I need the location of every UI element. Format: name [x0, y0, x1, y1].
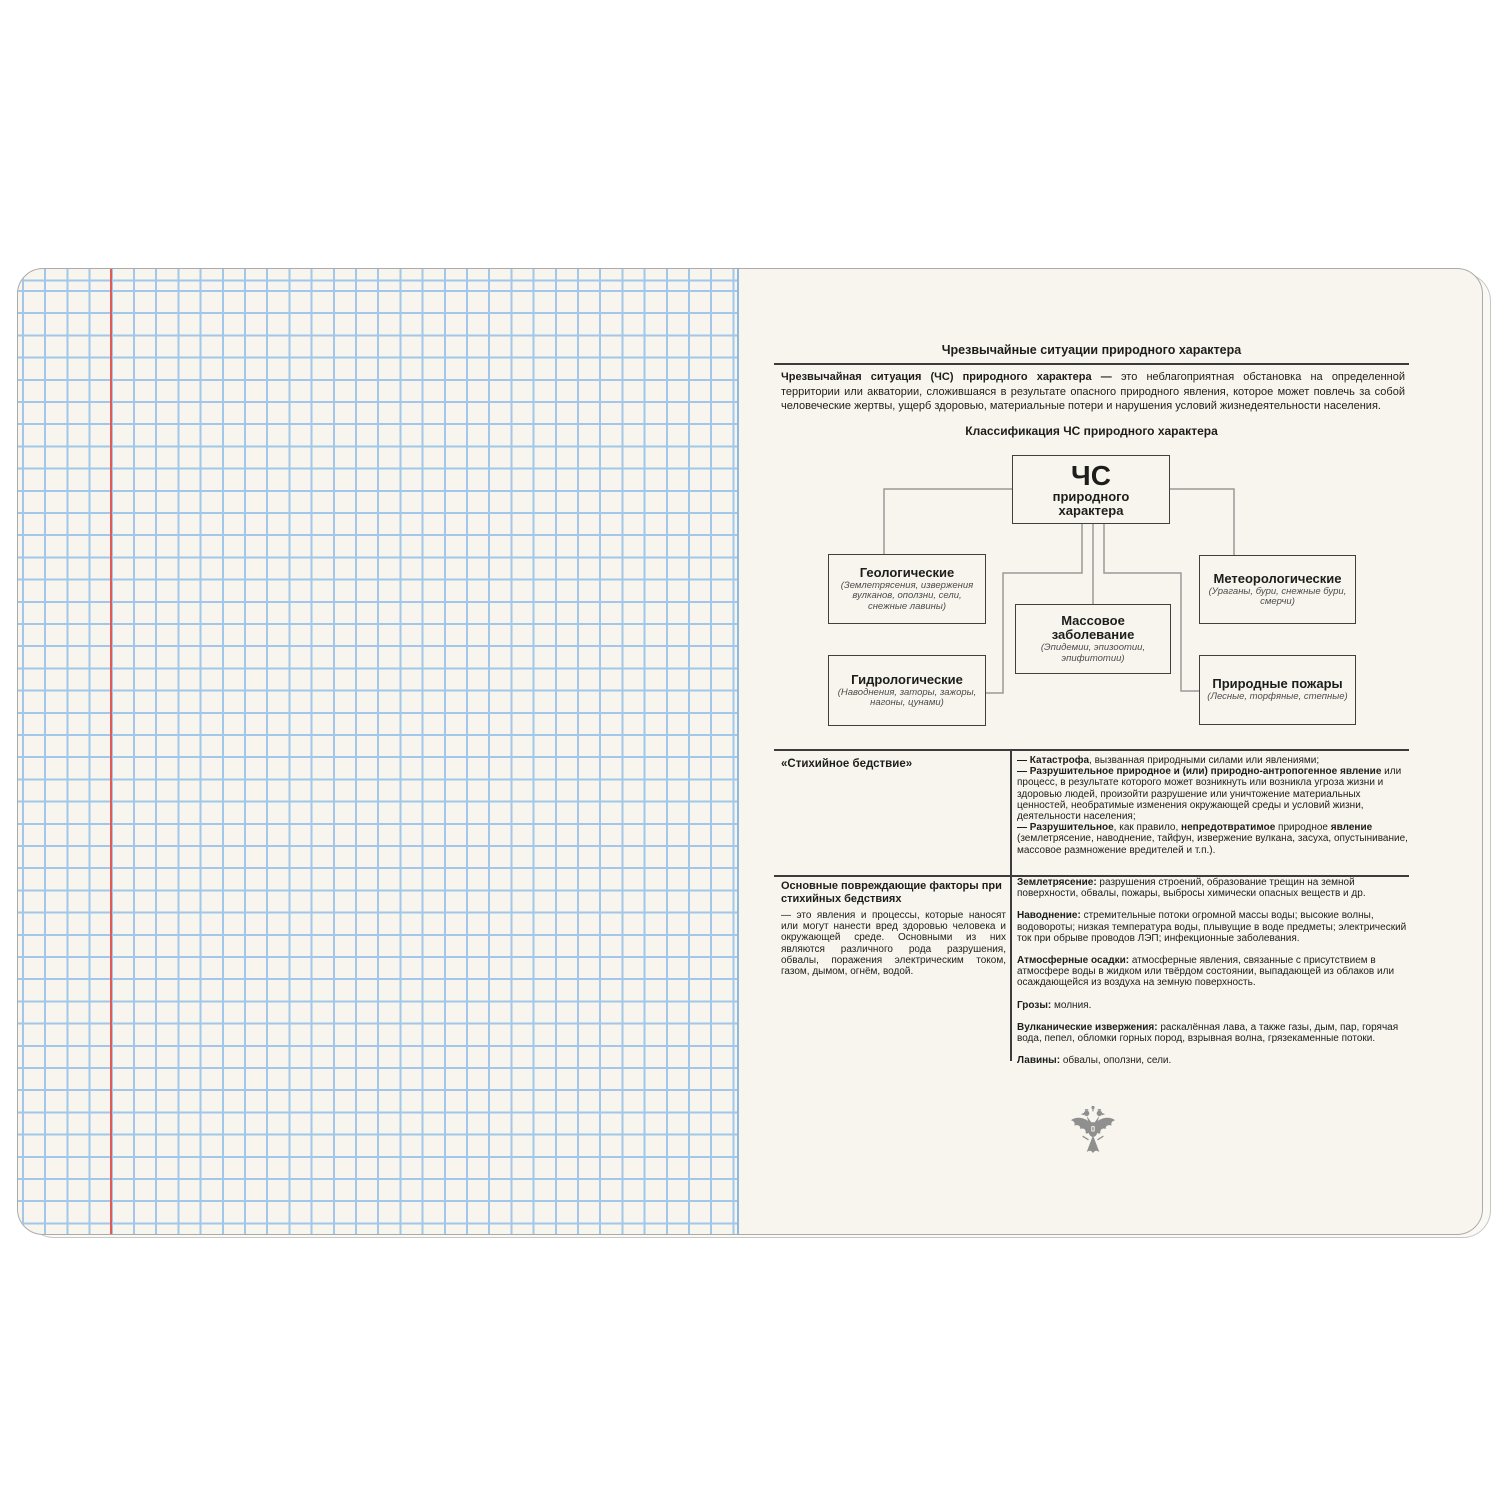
item-text: разрушения строений, образование трещин на земной поверхности, обвалы, пожары, выбросы химически опасных веществ и др.: [1017, 877, 1366, 900]
section2-heading: Основные повреждающие факторы при стихийных бедствиях: [781, 880, 1002, 905]
flowchart-root-node: [1012, 455, 1170, 524]
node-title: Гидрологические: [851, 671, 963, 687]
item-thunderstorm: [1017, 1000, 1409, 1011]
item-text: стремительные потоки огромной массы воды; высокие волны, водовороты; низкая температура воды, плывущие в воде предметы; электрический ток при обрыве проводов ЛЭП; инфекционные заболевания.: [1017, 910, 1407, 944]
root-node-title: ЧС: [1071, 459, 1111, 491]
node-title: Геологические: [859, 564, 955, 580]
item-term: Грозы:: [1017, 999, 1052, 1011]
node-title: Массовое заболевание: [1051, 613, 1135, 642]
item-text: обвалы, оползни, сели.: [1060, 1055, 1172, 1067]
item-term: Вулканические извержения:: [1017, 1021, 1158, 1033]
section1-divider: [1010, 749, 1012, 875]
section2-divider: [1010, 875, 1012, 1061]
section2-body: — это явления и процессы, которые наносят или могут нанести вред здоровью человека и окружающей среде. Основными из них являются различного рода разрушения, обвалы, поражения электрическим током, газом, дымом, огнём, водой.: [781, 910, 1006, 978]
item-flood: [1017, 910, 1409, 944]
item-term: Наводнение:: [1017, 910, 1081, 922]
node-details: (Землетрясения, извержения вулканов, оползни, сели, снежные лавины): [840, 579, 974, 612]
section1-term: «Стихийное бедствие»: [781, 758, 913, 770]
classification-heading: Классификация ЧС природного характера: [965, 424, 1218, 438]
red-margin-line: [110, 269, 112, 1234]
section1-top-rule: [774, 749, 1409, 751]
title-underline: [774, 363, 1409, 365]
page-title: Чрезвычайные ситуации природного характера: [941, 343, 1242, 357]
node-details: (Эпидемии, эпизоотии, эпифитотии): [1040, 642, 1146, 664]
item-text: молния.: [1051, 999, 1092, 1011]
root-node-subtitle: природного характера: [1052, 488, 1130, 518]
item-volcanic: [1017, 1022, 1409, 1044]
item-term: Атмосферные осадки:: [1017, 955, 1130, 967]
item-text: атмосферные явления, связанные с присутствием в атмосфере воды в жидком или твёрдом состоянии, выпадающей из облаков или осаждающейся из воздуха на земную поверхность.: [1017, 955, 1395, 989]
node-title: Метеорологические: [1213, 570, 1342, 586]
intro-paragraph: Чрезвычайная ситуация (ЧС) природного характера — это неблагоприятная обстановка на определенной территории или акватории, сложившаяся в результате опасного природного явления, которое может повлечь за собой человеческие жертвы, ущерб здоровью, материальные потери и нарушения условий жизнедеятельности населения.: [781, 371, 1406, 413]
flowchart-node-wildfires: [1199, 655, 1356, 725]
node-details: (Лесные, торфяные, степные): [1207, 691, 1348, 703]
node-title: Природные пожары: [1212, 676, 1343, 692]
item-term: Землетрясение:: [1017, 877, 1097, 888]
item-earthquake: [1017, 877, 1409, 899]
section1-definition: — Катастрофа, вызванная природными силами или явлениями; — Разрушительное природное и (или) природно-антропогенное явление или процесс, в результате которого может возникнуть или возникла угроза жизни и здоровью людей, произойти разрушение или уничтожение материальных ценностей, необратимые изменения окружающей среды и условий жизни, деятельности населения; — Разрушительное, как правило, непредотвратимое природное явление (землетрясение, наводнение, тайфун, извержение вулкана, засуха, опустынивание, массовое размножение вредителей и т.п.).: [1017, 755, 1408, 856]
double-headed-eagle-icon: [1067, 1105, 1119, 1159]
node-details: (Ураганы, бури, снежные бури, смерчи): [1208, 585, 1347, 607]
node-details: (Наводнения, заторы, зажоры, нагоны, цунами): [837, 686, 977, 708]
item-avalanche: [1017, 1055, 1409, 1066]
flowchart-node-mass-disease: [1015, 604, 1171, 674]
notebook-spread: [17, 268, 1483, 1235]
item-precipitation: [1017, 955, 1409, 989]
squared-paper-page: [18, 269, 739, 1234]
grid-right-edge: [737, 269, 739, 1234]
item-term: Лавины:: [1017, 1055, 1061, 1067]
flowchart-node-hydrological: [828, 655, 986, 726]
flowchart-node-meteorological: [1199, 555, 1356, 624]
flowchart-node-geological: [828, 554, 986, 624]
item-text: раскалённая лава, а также газы, дым, пар, горячая вода, пепел, обломки горных пород, взрывная волна, грязекаменные потоки.: [1017, 1021, 1399, 1045]
section2-items: [1017, 877, 1409, 1077]
